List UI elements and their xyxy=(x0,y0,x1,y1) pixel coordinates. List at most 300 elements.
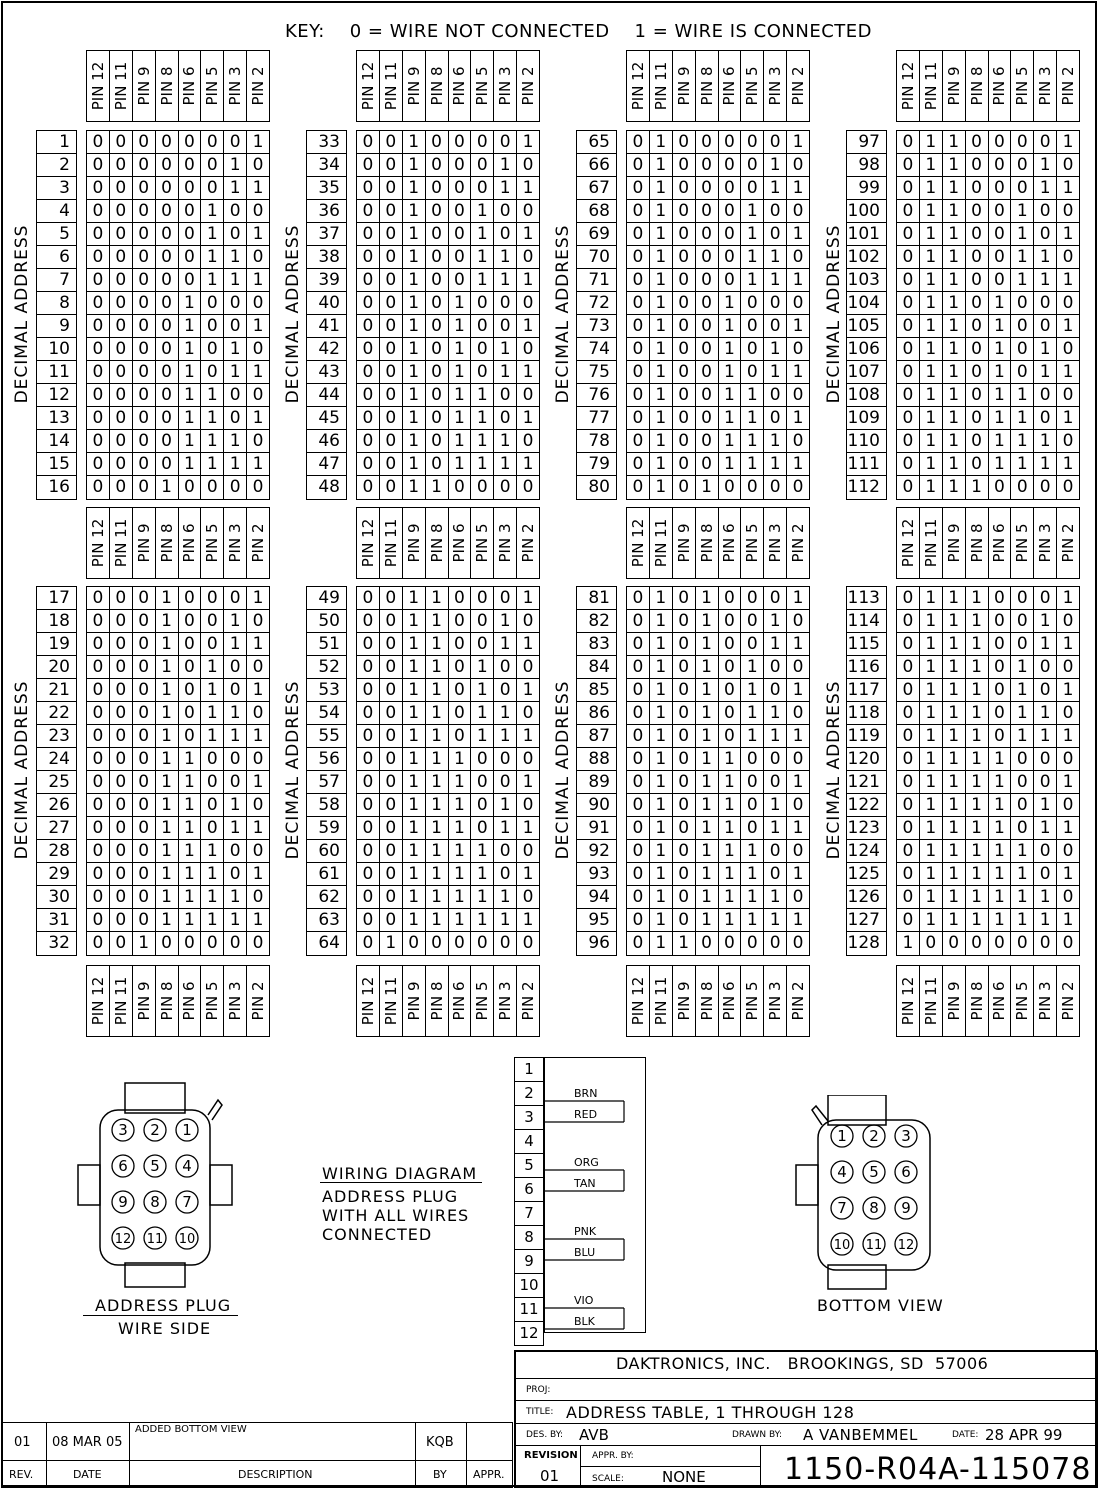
bit-cell: 1 xyxy=(696,633,719,655)
bit-cell: 1 xyxy=(224,430,247,452)
bit-cell: 1 xyxy=(719,292,742,314)
bit-cell: 0 xyxy=(627,886,650,908)
pin-label: PIN 3 xyxy=(766,981,785,1021)
bit-cell: 0 xyxy=(627,200,650,222)
bit-cell: 1 xyxy=(426,909,449,931)
bit-row xyxy=(87,453,269,476)
bit-cell: 1 xyxy=(989,292,1012,314)
bit-cell: 1 xyxy=(252,818,264,838)
bit-cell: 1 xyxy=(426,476,449,499)
bit-cell: 1 xyxy=(471,863,494,885)
bit-cell: 1 xyxy=(966,476,989,499)
bit-cell: 1 xyxy=(650,771,673,793)
bit-cell: 0 xyxy=(673,223,696,245)
bit-cell: 0 xyxy=(87,223,110,245)
revision-value: 01 xyxy=(540,1467,560,1485)
bit-cell: 0 xyxy=(741,361,764,383)
bit-cell: 0 xyxy=(156,361,179,383)
bit-cell: 1 xyxy=(650,384,673,406)
bit-cell: 0 xyxy=(179,679,202,701)
bit-cell: 0 xyxy=(426,246,449,268)
bit-cell: 1 xyxy=(650,476,673,499)
bit-row xyxy=(357,131,539,154)
bit-cell: 0 xyxy=(110,771,133,793)
pin-label-cell xyxy=(673,966,696,1036)
bit-cell: 0 xyxy=(252,749,264,769)
bit-cell: 0 xyxy=(719,246,742,268)
bit-cell: 1 xyxy=(792,864,804,884)
bit-cell: 0 xyxy=(897,177,920,199)
wire-number: 4 xyxy=(515,1130,543,1154)
bit-cell: 0 xyxy=(1062,657,1074,677)
bit-cell: 0 xyxy=(133,131,156,153)
pin-label-cell xyxy=(224,508,247,578)
bit-cell: 0 xyxy=(673,771,696,793)
bit-cell: 0 xyxy=(741,154,764,176)
bit-cell: 0 xyxy=(357,315,380,337)
bit-cell: 1 xyxy=(920,817,943,839)
bit-cell: 0 xyxy=(449,200,472,222)
bit-cell: 0 xyxy=(449,656,472,678)
bit-cell: 0 xyxy=(449,177,472,199)
bit-cell: 1 xyxy=(449,886,472,908)
bit-cell: 1 xyxy=(179,292,202,314)
bit-cell: 1 xyxy=(201,407,224,429)
bit-cell: 0 xyxy=(133,177,156,199)
bit-cell: 0 xyxy=(627,430,650,452)
bit-row xyxy=(627,610,809,633)
bit-cell: 1 xyxy=(380,932,403,955)
decimal-address: 29 xyxy=(37,863,76,886)
bit-cell: 0 xyxy=(1034,863,1057,885)
bit-cell: 1 xyxy=(224,633,247,655)
bit-row xyxy=(357,338,539,361)
pin-label: PIN 6 xyxy=(720,981,739,1021)
bit-cell: 1 xyxy=(943,315,966,337)
decimal-address: 6 xyxy=(37,246,76,269)
bit-cell: 0 xyxy=(87,610,110,632)
bit-cell: 1 xyxy=(1011,453,1034,475)
bit-cell: 1 xyxy=(252,132,264,152)
bit-cell: 0 xyxy=(897,679,920,701)
bit-cell: 0 xyxy=(1011,794,1034,816)
bit-cell: 1 xyxy=(764,338,787,360)
bit-cell: 0 xyxy=(1062,385,1074,405)
bit-cell: 1 xyxy=(1034,154,1057,176)
decimal-address: 114 xyxy=(847,610,886,633)
bit-cell: 0 xyxy=(110,886,133,908)
bit-cell: 0 xyxy=(471,587,494,609)
pin-label: PIN 2 xyxy=(1059,66,1078,106)
pin-label-cell xyxy=(247,966,269,1036)
bit-cell: 1 xyxy=(201,702,224,724)
bit-cell: 1 xyxy=(522,864,534,884)
decimal-address: 98 xyxy=(847,154,886,177)
bit-cell: 0 xyxy=(201,131,224,153)
bit-cell: 1 xyxy=(1062,408,1074,428)
bit-cell: 0 xyxy=(380,315,403,337)
bit-cell: 0 xyxy=(1062,841,1074,861)
bit-cell: 0 xyxy=(156,292,179,314)
bit-cell: 1 xyxy=(1062,772,1074,792)
decimal-address: 38 xyxy=(307,246,346,269)
bit-cell: 1 xyxy=(943,338,966,360)
bit-row xyxy=(357,430,539,453)
bit-cell: 0 xyxy=(719,725,742,747)
bit-cell: 0 xyxy=(989,269,1012,291)
decimal-address: 109 xyxy=(847,407,886,430)
decimal-address: 85 xyxy=(577,679,616,702)
pin-label: PIN 8 xyxy=(697,981,716,1021)
decimal-address: 39 xyxy=(307,269,346,292)
bit-cell: 1 xyxy=(741,656,764,678)
bit-cell: 1 xyxy=(403,430,426,452)
bit-cell: 1 xyxy=(650,909,673,931)
bit-cell: 0 xyxy=(673,292,696,314)
bit-cell: 1 xyxy=(426,817,449,839)
wire-number: 5 xyxy=(515,1154,543,1178)
decimal-address: 104 xyxy=(847,292,886,315)
header-by: BY xyxy=(433,1468,447,1481)
bit-cell: 1 xyxy=(719,315,742,337)
pin-header xyxy=(896,507,1080,579)
bit-row xyxy=(897,840,1079,863)
bit-cell: 0 xyxy=(1011,748,1034,770)
decimal-address: 111 xyxy=(847,453,886,476)
bit-row xyxy=(897,131,1079,154)
bit-cell: 0 xyxy=(110,840,133,862)
decimal-address: 5 xyxy=(37,223,76,246)
bit-cell: 0 xyxy=(920,932,943,955)
bit-cell: 0 xyxy=(741,587,764,609)
pin-label-cell xyxy=(787,966,809,1036)
bit-cell: 0 xyxy=(897,154,920,176)
bit-row xyxy=(357,817,539,840)
bit-cell: 0 xyxy=(252,247,264,267)
bit-cell: 0 xyxy=(719,702,742,724)
bit-cell: 0 xyxy=(494,840,517,862)
bit-cell: 1 xyxy=(1034,177,1057,199)
address-plug-caption: ADDRESS PLUG xyxy=(95,1296,232,1315)
bit-cell: 0 xyxy=(792,749,804,769)
pin-label: PIN 3 xyxy=(1036,66,1055,106)
bit-cell: 0 xyxy=(897,430,920,452)
bit-row xyxy=(357,771,539,794)
bit-cell: 1 xyxy=(1062,454,1074,474)
decimal-address: 102 xyxy=(847,246,886,269)
bit-cell: 0 xyxy=(764,315,787,337)
bit-cell: 0 xyxy=(133,656,156,678)
bit-cell: 1 xyxy=(494,817,517,839)
pin-number: 6 xyxy=(118,1157,128,1175)
bit-cell: 0 xyxy=(696,932,719,955)
bit-cell: 0 xyxy=(179,131,202,153)
bit-cell: 0 xyxy=(179,269,202,291)
bit-cell: 1 xyxy=(989,748,1012,770)
pin-label: PIN 9 xyxy=(404,66,423,106)
bit-row xyxy=(897,453,1079,476)
pin-label: PIN 12 xyxy=(898,518,917,568)
bit-cell: 1 xyxy=(741,725,764,747)
bit-cell: 1 xyxy=(764,154,787,176)
bit-cell: 0 xyxy=(966,453,989,475)
bit-cell: 0 xyxy=(1062,339,1074,359)
bit-cell: 1 xyxy=(179,384,202,406)
bit-cell: 0 xyxy=(696,177,719,199)
bit-cell: 1 xyxy=(966,863,989,885)
bit-cell: 0 xyxy=(764,932,787,955)
bit-cell: 0 xyxy=(110,315,133,337)
pin-label-cell xyxy=(449,51,472,121)
pin-label: PIN 12 xyxy=(88,976,107,1026)
bit-cell: 0 xyxy=(764,223,787,245)
decimal-address: 124 xyxy=(847,840,886,863)
bit-cell: 1 xyxy=(966,817,989,839)
bit-row xyxy=(897,909,1079,932)
pin-label-cell xyxy=(449,508,472,578)
bit-cell: 1 xyxy=(966,794,989,816)
pin-label: PIN 2 xyxy=(789,981,808,1021)
bit-cell: 0 xyxy=(110,702,133,724)
bit-row xyxy=(627,748,809,771)
bit-cell: 0 xyxy=(224,679,247,701)
bit-cell: 1 xyxy=(252,454,264,474)
bit-table xyxy=(626,586,810,956)
bit-cell: 1 xyxy=(792,818,804,838)
bit-cell: 1 xyxy=(403,587,426,609)
pin-label: PIN 2 xyxy=(249,981,268,1021)
bit-cell: 0 xyxy=(179,932,202,955)
bit-cell: 1 xyxy=(741,407,764,429)
decimal-address-label: DECIMAL ADDRESS xyxy=(12,224,32,404)
bit-cell: 1 xyxy=(449,909,472,931)
bit-cell: 1 xyxy=(1034,338,1057,360)
bit-cell: 0 xyxy=(87,725,110,747)
bit-cell: 0 xyxy=(133,338,156,360)
bit-cell: 1 xyxy=(1011,656,1034,678)
bit-cell: 0 xyxy=(627,177,650,199)
bit-cell: 1 xyxy=(966,587,989,609)
bit-cell: 0 xyxy=(792,887,804,907)
bit-cell: 1 xyxy=(494,246,517,268)
bit-cell: 0 xyxy=(357,610,380,632)
bit-cell: 0 xyxy=(449,587,472,609)
bit-cell: 0 xyxy=(673,840,696,862)
bit-cell: 0 xyxy=(792,841,804,861)
bit-cell: 1 xyxy=(989,338,1012,360)
bit-cell: 1 xyxy=(252,910,264,930)
wire-number: 2 xyxy=(515,1082,543,1106)
bit-cell: 0 xyxy=(696,269,719,291)
bit-cell: 0 xyxy=(792,657,804,677)
bit-row xyxy=(357,269,539,292)
bit-cell: 1 xyxy=(696,748,719,770)
bit-cell: 1 xyxy=(719,361,742,383)
bit-cell: 1 xyxy=(426,771,449,793)
bit-cell: 0 xyxy=(897,361,920,383)
pin-label-cell xyxy=(650,51,673,121)
bit-cell: 1 xyxy=(719,794,742,816)
bit-cell: 0 xyxy=(897,794,920,816)
bit-cell: 1 xyxy=(792,362,804,382)
bit-cell: 1 xyxy=(403,292,426,314)
bit-row xyxy=(357,840,539,863)
decimal-address: 115 xyxy=(847,633,886,656)
decimal-address: 91 xyxy=(577,817,616,840)
bit-cell: 0 xyxy=(87,407,110,429)
bit-cell: 0 xyxy=(224,131,247,153)
bit-cell: 1 xyxy=(1011,863,1034,885)
bit-cell: 0 xyxy=(449,269,472,291)
pin-label: PIN 3 xyxy=(1036,523,1055,563)
bit-cell: 1 xyxy=(403,338,426,360)
bit-cell: 0 xyxy=(897,200,920,222)
bit-cell: 1 xyxy=(1011,430,1034,452)
bit-cell: 0 xyxy=(897,656,920,678)
bit-cell: 0 xyxy=(741,748,764,770)
pin-label-cell xyxy=(989,508,1012,578)
bit-cell: 0 xyxy=(1062,703,1074,723)
bit-cell: 1 xyxy=(966,725,989,747)
bit-cell: 1 xyxy=(920,633,943,655)
bit-cell: 0 xyxy=(133,840,156,862)
bit-cell: 0 xyxy=(989,656,1012,678)
bit-cell: 0 xyxy=(522,247,534,267)
pin-number: 3 xyxy=(118,1121,128,1139)
pin-label-cell xyxy=(764,508,787,578)
bit-cell: 1 xyxy=(1011,886,1034,908)
address-column xyxy=(36,130,77,500)
bit-cell: 0 xyxy=(989,932,1012,955)
bit-row xyxy=(87,384,269,407)
bit-cell: 0 xyxy=(627,863,650,885)
bit-cell: 0 xyxy=(380,748,403,770)
bit-cell: 0 xyxy=(1062,477,1074,497)
bit-row xyxy=(627,223,809,246)
bit-cell: 0 xyxy=(133,453,156,475)
pin-label-cell xyxy=(179,966,202,1036)
decimal-address: 80 xyxy=(588,477,610,497)
bit-row xyxy=(87,610,269,633)
bit-row xyxy=(897,476,1079,499)
bit-cell: 0 xyxy=(426,131,449,153)
pin-label: PIN 11 xyxy=(921,518,940,568)
bit-cell: 0 xyxy=(719,476,742,499)
bit-row xyxy=(627,771,809,794)
bit-cell: 0 xyxy=(110,430,133,452)
bit-cell: 1 xyxy=(696,610,719,632)
pin-label: PIN 3 xyxy=(496,66,515,106)
decimal-address: 118 xyxy=(847,702,886,725)
bit-cell: 1 xyxy=(426,840,449,862)
bit-cell: 1 xyxy=(650,338,673,360)
pin-label-cell xyxy=(627,966,650,1036)
pin-label: PIN 2 xyxy=(519,981,538,1021)
bit-cell: 0 xyxy=(696,223,719,245)
bit-cell: 0 xyxy=(522,887,534,907)
bit-row xyxy=(87,702,269,725)
bit-cell: 1 xyxy=(764,702,787,724)
bit-cell: 1 xyxy=(920,407,943,429)
bit-cell: 1 xyxy=(696,725,719,747)
bit-cell: 1 xyxy=(920,587,943,609)
bit-cell: 0 xyxy=(380,633,403,655)
pin-label-cell xyxy=(897,966,920,1036)
bit-cell: 1 xyxy=(471,725,494,747)
pin-label-cell xyxy=(696,51,719,121)
bit-cell: 0 xyxy=(201,794,224,816)
bit-cell: 0 xyxy=(494,407,517,429)
bit-cell: 0 xyxy=(696,361,719,383)
bit-row xyxy=(627,269,809,292)
decimal-address: 119 xyxy=(847,725,886,748)
decimal-address: 28 xyxy=(37,840,76,863)
bit-row xyxy=(627,863,809,886)
bit-row xyxy=(897,633,1079,656)
pin-label: PIN 6 xyxy=(990,523,1009,563)
bit-cell: 0 xyxy=(133,200,156,222)
bit-cell: 1 xyxy=(792,634,804,654)
pin-label-cell xyxy=(966,508,989,578)
bit-cell: 1 xyxy=(719,886,742,908)
decimal-address: 120 xyxy=(847,748,886,771)
bit-cell: 0 xyxy=(357,384,380,406)
bit-row xyxy=(357,154,539,177)
pin-label: PIN 11 xyxy=(921,976,940,1026)
bit-cell: 0 xyxy=(201,817,224,839)
bit-cell: 1 xyxy=(224,453,247,475)
bit-cell: 1 xyxy=(764,453,787,475)
bit-cell: 0 xyxy=(87,748,110,770)
bit-cell: 0 xyxy=(989,702,1012,724)
bit-cell: 1 xyxy=(224,817,247,839)
bit-cell: 0 xyxy=(449,679,472,701)
pin-label-cell xyxy=(426,508,449,578)
bit-cell: 0 xyxy=(133,476,156,499)
bit-cell: 0 xyxy=(471,771,494,793)
bit-cell: 1 xyxy=(989,361,1012,383)
bit-cell: 0 xyxy=(966,932,989,955)
bit-cell: 1 xyxy=(252,772,264,792)
bit-row xyxy=(87,223,269,246)
bit-cell: 0 xyxy=(357,886,380,908)
bit-cell: 0 xyxy=(764,200,787,222)
bit-cell: 0 xyxy=(87,771,110,793)
wire-side-caption: WIRE SIDE xyxy=(118,1319,212,1338)
bit-cell: 0 xyxy=(110,246,133,268)
bit-cell: 0 xyxy=(87,932,110,955)
bit-cell: 0 xyxy=(357,223,380,245)
bit-cell: 0 xyxy=(380,840,403,862)
bit-row xyxy=(627,679,809,702)
bit-cell: 1 xyxy=(650,702,673,724)
bit-cell: 0 xyxy=(110,154,133,176)
bit-cell: 0 xyxy=(989,177,1012,199)
bit-cell: 0 xyxy=(380,587,403,609)
bit-cell: 0 xyxy=(357,633,380,655)
bit-cell: 0 xyxy=(989,154,1012,176)
pin-label: PIN 9 xyxy=(404,981,423,1021)
bit-cell: 0 xyxy=(380,610,403,632)
bit-cell: 1 xyxy=(650,863,673,885)
bit-cell: 1 xyxy=(179,794,202,816)
bit-cell: 0 xyxy=(764,131,787,153)
pin-label: PIN 11 xyxy=(651,518,670,568)
bit-cell: 1 xyxy=(252,634,264,654)
bit-cell: 1 xyxy=(156,679,179,701)
bit-cell: 1 xyxy=(522,270,534,290)
bit-cell: 0 xyxy=(1034,223,1057,245)
